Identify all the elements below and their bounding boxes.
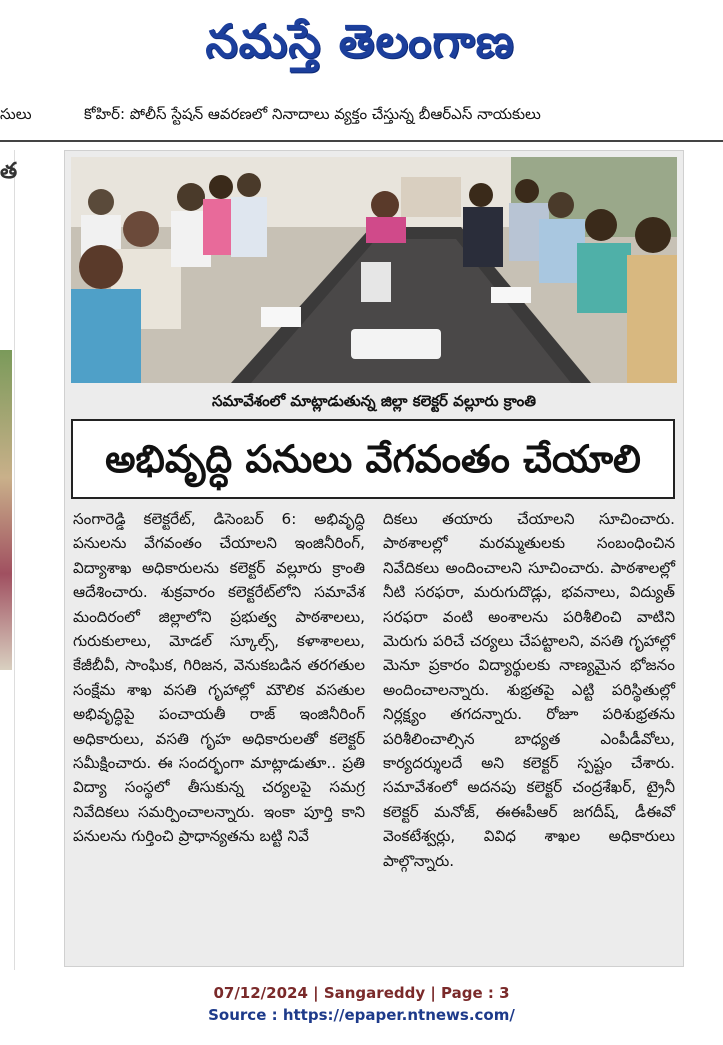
edition-info: 07/12/2024 | Sangareddy | Page : 3 xyxy=(213,984,510,1002)
ticker-strip xyxy=(0,100,723,128)
article-column-1: సంగారెడ్డి కలెక్టరేట్‌, డిసెంబర్‌ 6: అభివృద్ధి పనులను వేగవంతం చేయాలని ఇంజినీరింగ్‌, విద్యాశాఖ అధికారులను కలెక్టర్‌ వల్లూరు క్రాంతి ఆదేశించారు. శుక్రవారం కలెక్టరేట్‌లోని సమావేశ మందిరంలో జిల్లాలోని ప్రభుత్వ పాఠశాలలు, గురుకులాలు, మోడల్‌ స్కూల్స్‌, కళాశాలలు, కేజీబీవీ, సాంఘిక, గిరిజన, వెనుకబడిన తరగతుల సంక్షేమ శాఖ వసతి గృహాల్లో మౌలిక వసతుల అభివృద్ధిపై పంచాయతీ రాజ్‌ ఇంజినీరింగ్‌ అధికారులు, వసతి గృహ అధికారులతో కలెక్టర్‌ సమీక్షించారు. ఈ సందర్భంగా మాట్లాడుతూ.. ప్రతి విద్యా సంస్థలో తీసుకున్న చర్యలపై సమగ్ర నివేదికలు సమర్పించాలన్నారు. ఇంకా పూర్తి కాని పనులను గుర్తించి ప్రాధాన్యతను బట్టి నివే xyxy=(73,510,365,846)
adjacent-article-edge xyxy=(0,150,18,970)
ticker-left-fragment: సులు xyxy=(0,105,32,123)
newspaper-title: నమస్తే తెలంగాణ xyxy=(205,14,515,68)
adjacent-photo-edge xyxy=(0,350,12,670)
meeting-photo xyxy=(71,157,677,383)
photo-caption: సమావేశంలో మాట్లాడుతున్న జిల్లా కలెక్టర్‌ వల్లూరు క్రాంతి xyxy=(212,392,536,410)
article-column-2: దికలు తయారు చేయాలని సూచించారు. పాఠశాలల్లో మరమ్మతులకు సంబంధించిన నివేదికలు అందించాలని సూచించారు. పాఠశాలల్లో నీటి సరఫరా, మరుగుదొడ్లు, భవనాలు, విద్యుత్‌ సరఫరా వంటి అంశాలను పరిశీలించి వాటిని మెరుగు పరిచే చర్యలు చేపట్టాలని, వసతి గృహాల్లో మెనూ ప్రకారం విద్యార్థులకు నాణ్యమైన భోజనం అందించాలన్నారు. శుభ్రతపై ఎట్టి పరిస్థితుల్లో నిర్లక్ష్యం తగదన్నారు. రోజూ పరిశుభ్రతను పరిశీలించాల్సిన బాధ్యత ఎంపీడీవోలు, కార్యదర్శులదే అని కలెక్టర్‌ స్పష్టం చేశారు. సమావేశంలో అదనపు కలెక్టర్‌ చంద్రశేఖర్‌, ట్రైనీ కలెక్టర్‌ మనోజ్‌, ఈఈపీఆర్‌ జగదీష్‌, డీఈవో వెంకటేశ్వర్లు, వివిధ శాఖల అధికారులు పాల్గొన్నారు. xyxy=(383,510,675,870)
news-article xyxy=(64,150,684,967)
masthead xyxy=(0,0,723,82)
source-link[interactable]: Source : https://epaper.ntnews.com/ xyxy=(208,1006,515,1024)
adjacent-headline-fragment: త xyxy=(0,159,18,184)
ticker-headline: కోహిర్‌: పోలీస్‌ స్టేషన్‌ ఆవరణలో నినాదాలు వ్యక్తం చేస్తున్న బీఆర్‌ఎస్‌ నాయకులు xyxy=(84,105,541,123)
header-divider xyxy=(0,140,723,142)
meeting-photo-illustration xyxy=(71,157,677,383)
article-headline: అభివృద్ధి పనులు వేగవంతం చేయాలి xyxy=(105,437,641,481)
headline-box xyxy=(71,419,675,499)
